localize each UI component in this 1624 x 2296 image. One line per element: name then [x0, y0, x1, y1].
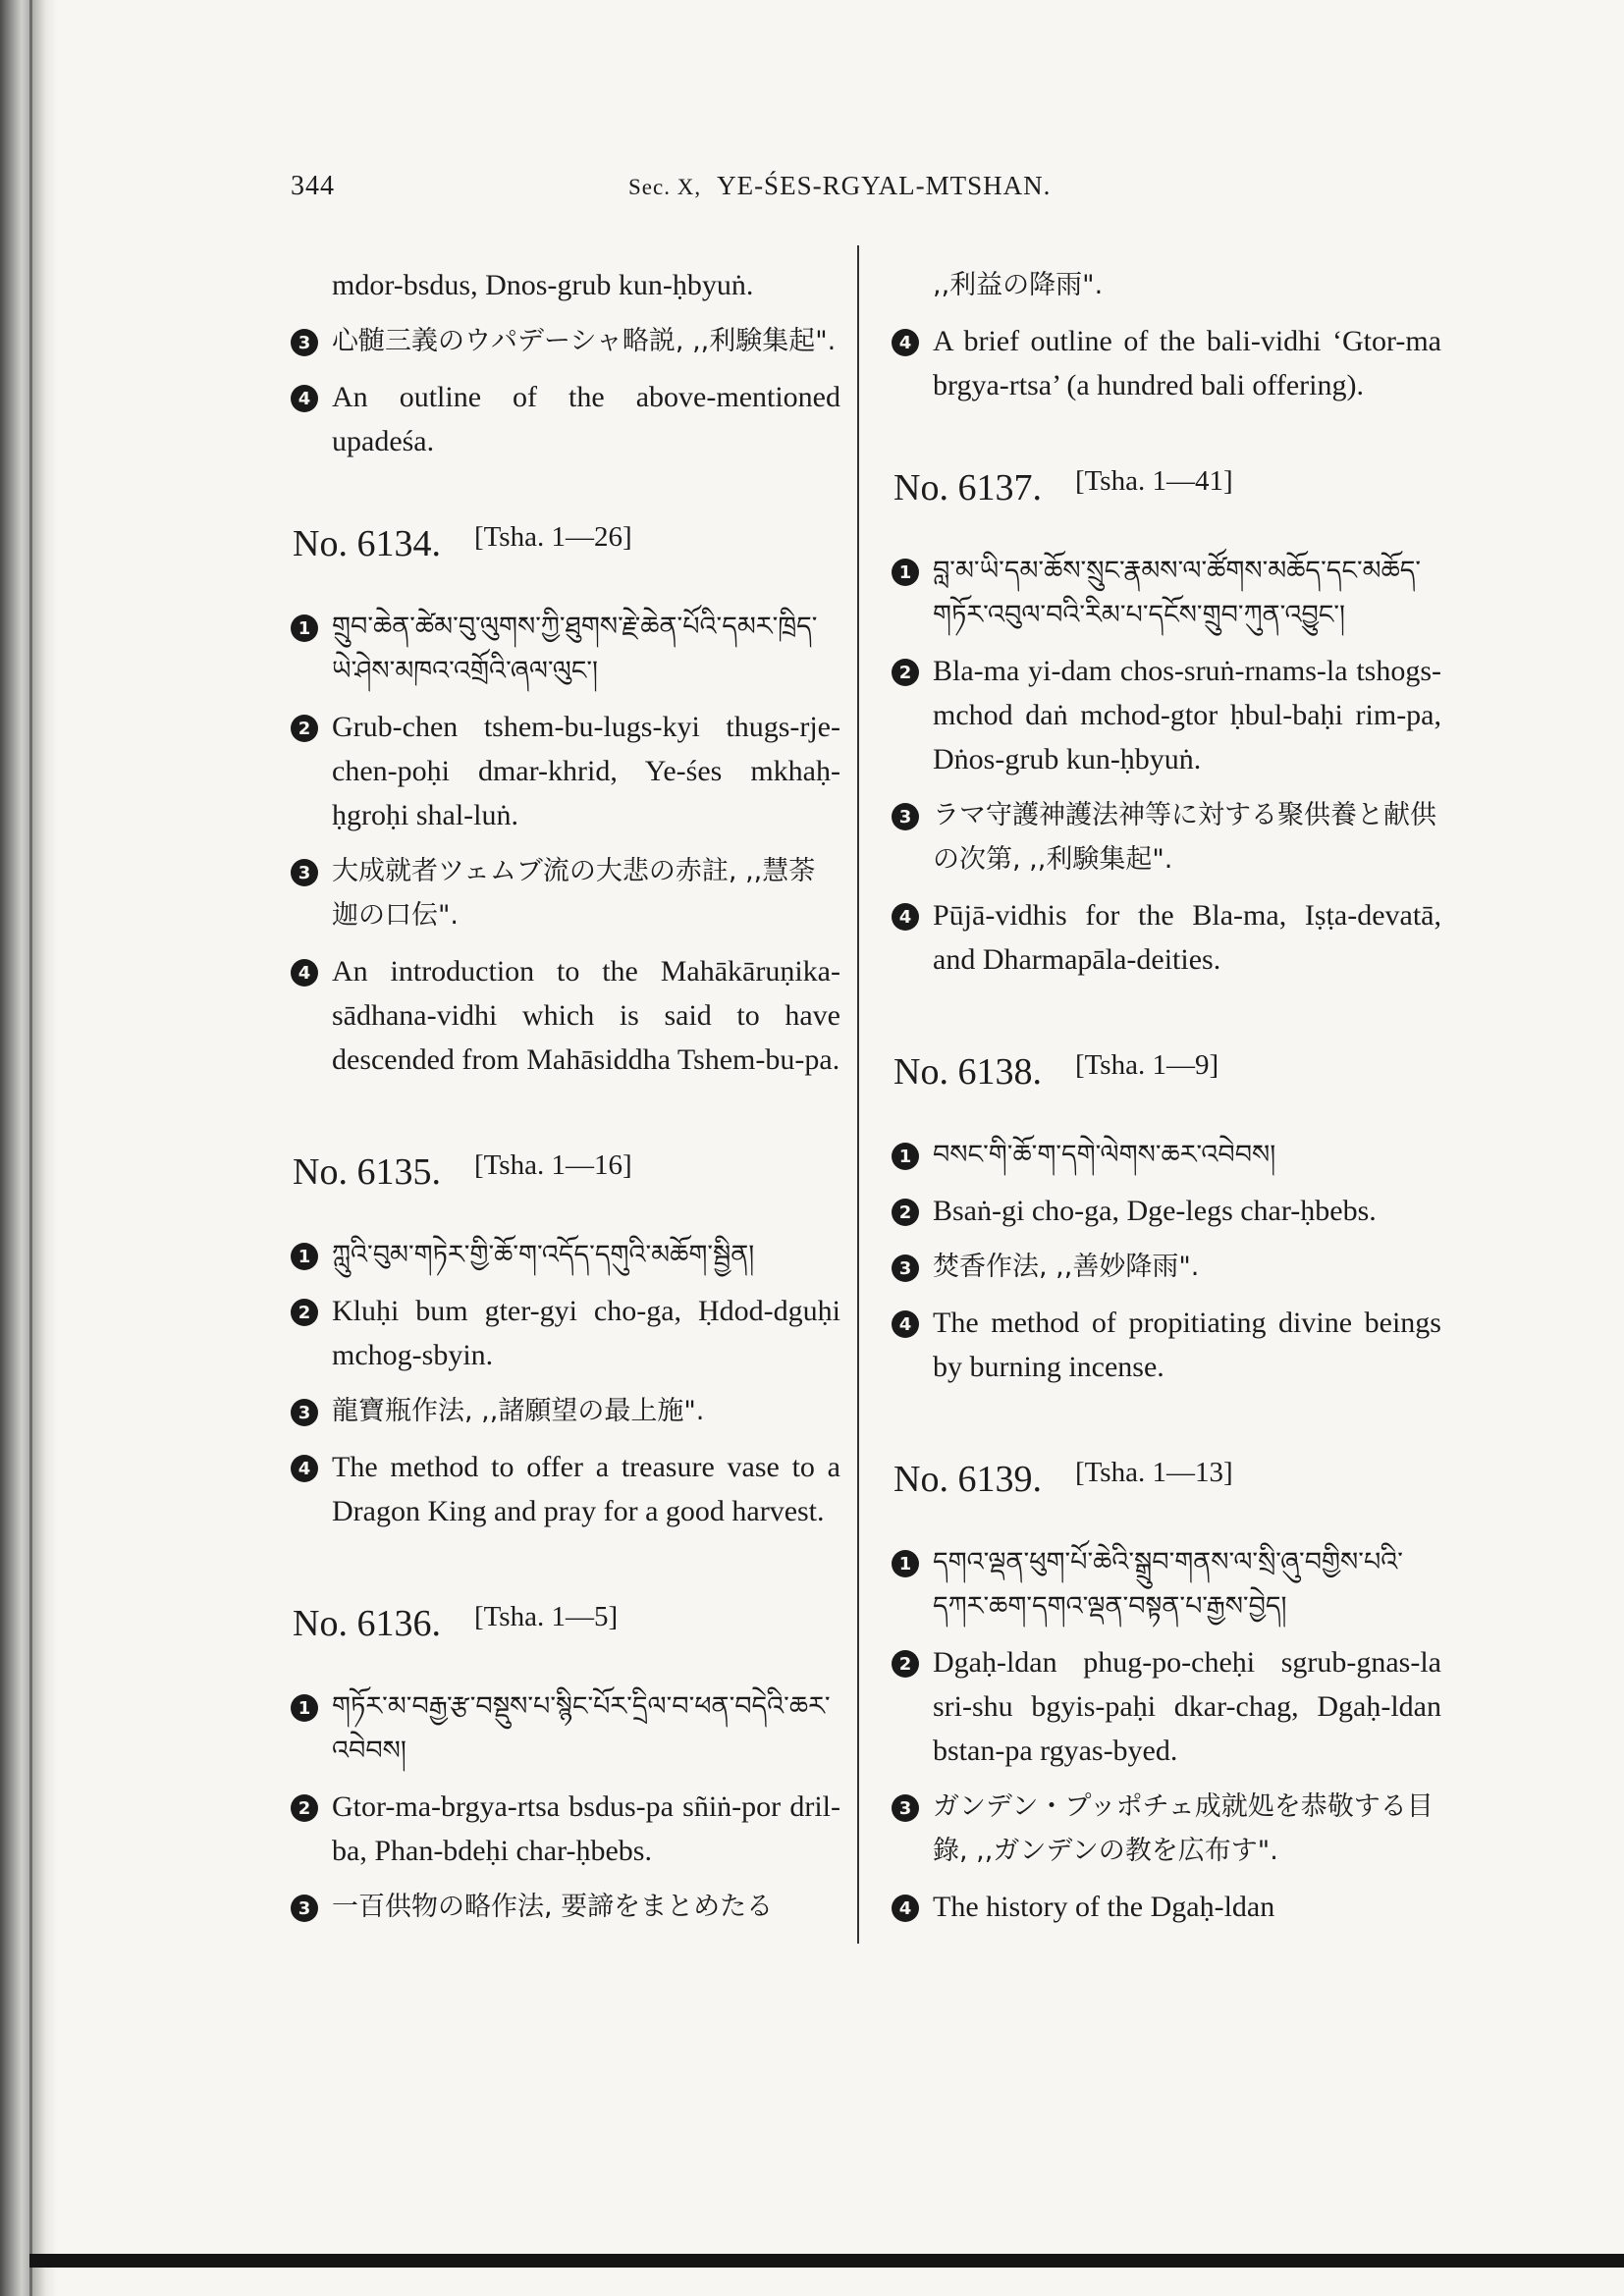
entry-reference: [Tsha. 1—9]: [1074, 1049, 1219, 1081]
marker-1: 1: [892, 1143, 919, 1170]
entry-japanese-cont: ,,利益の降雨".: [933, 270, 1104, 300]
left-column: [291, 263, 840, 1998]
entry-japanese: 3 心髄三義のウパデーシャ略説, ,,利験集起".: [291, 319, 840, 363]
marker-3: 3: [291, 329, 318, 356]
scan-bottom-edge: [29, 2254, 1624, 2268]
marker-3: 3: [291, 859, 318, 886]
entry-english: 4 The history of the Dgaḥ-ldan: [892, 1885, 1441, 1929]
entry-romanized: 2 Grub-chen tshem-bu-lugs-kyi thugs-rje-chen-poḥi dmar-khrid, Ye-śes mkhaḥ-ḥgroḥi shal-luṅ.: [291, 705, 840, 837]
entry-english: 4 Pūjā-vidhis for the Bla-ma, Iṣṭa-devatā, and Dharmapāla-deities.: [892, 893, 1441, 982]
marker-4: 4: [291, 1455, 318, 1482]
entry-reference: [Tsha. 1—41]: [1074, 465, 1233, 497]
entry-romanized: 2 Bsaṅ-gi cho-ga, Dge-legs char-ḥbebs.: [892, 1189, 1441, 1233]
section-label: Sec. X,: [628, 175, 702, 199]
catalog-entry-6134: [291, 522, 840, 1082]
continued-entry: [291, 263, 840, 463]
entry-reference: [Tsha. 1—13]: [1074, 1457, 1233, 1488]
entry-tibetan: 1 གྲུབ་ཆེན་ཚེམ་བུ་ལུགས་ཀྱི་ཐུགས་རྗེ་ཆེན་པོའི་དམར་ཁྲིད་ཡེ་ཤེས་མཁའ་འགྲོའི་ཞལ་ལུང་།: [291, 605, 840, 693]
marker-2: 2: [892, 1199, 919, 1226]
entry-english: 4 A brief outline of the bali-vidhi ‘Gtor-ma brgya-rtsa’ (a hundred bali offering).: [892, 319, 1441, 407]
entry-japanese: 3 大成就者ツェムブ流の大悲の赤註, ,,慧荼迦の口伝".: [291, 849, 840, 937]
book-spine-shadow: [0, 0, 57, 2296]
marker-4: 4: [291, 385, 318, 412]
entry-heading: [893, 1050, 1441, 1094]
column-divider: [857, 245, 859, 1944]
entry-romanized: 2 Dgaḥ-ldan phug-po-cheḥi sgrub-gnas-la sri-shu bgyis-paḥi dkar-chag, Dgaḥ-ldan bstan-pa rgyas-byed.: [892, 1640, 1441, 1773]
running-title: [628, 171, 1051, 201]
entry-japanese: 3 ガンデン・プッポチェ成就処を恭敬する目錄, ,,ガンデンの教を広布す".: [892, 1785, 1441, 1873]
catalog-entry-6138: [892, 1050, 1441, 1389]
right-column: [892, 263, 1441, 1998]
marker-1: 1: [291, 1243, 318, 1270]
marker-4: 4: [892, 1310, 919, 1338]
page-header: [0, 165, 1624, 214]
marker-2: 2: [892, 659, 919, 686]
entry-english: 4 The method of propitiating divine beings by burning incense.: [892, 1301, 1441, 1389]
entry-tibetan: 1 བསང་གི་ཆོ་ག་དགེ་ལེགས་ཆར་འབེབས།: [892, 1133, 1441, 1177]
entry-number: No. 6134.: [293, 523, 441, 564]
entry-tibetan: 1 དགའ་ལྡན་ཕུག་པོ་ཆེའི་སྒྲུབ་གནས་ལ་སྲི་ཞུ་བགྱིས་པའི་དཀར་ཆག་དགའ་ལྡན་བསྟན་པ་རྒྱས་བྱེད།: [892, 1540, 1441, 1629]
chapter-title: YE-ŚES-RGYAL-MTSHAN.: [717, 171, 1052, 200]
entry-number: No. 6138.: [893, 1051, 1042, 1093]
marker-2: 2: [291, 1794, 318, 1822]
entry-romanized-cont: mdor-bsdus, Dnos-grub kun-ḥbyuṅ.: [332, 269, 754, 301]
entry-tibetan: 1 བླ་མ་ཡི་དམ་ཆོས་སྲུང་རྣམས་ལ་ཚོགས་མཆོད་དང་མཆོད་གཏོར་འབུལ་བའི་རིམ་པ་དངོས་གྲུབ་ཀུན་འབྱུང་།: [892, 549, 1441, 637]
marker-4: 4: [291, 959, 318, 987]
catalog-entry-6139: [892, 1458, 1441, 1929]
entry-heading: [893, 1458, 1441, 1501]
entry-heading: [293, 1150, 840, 1194]
entry-romanized: 2 Bla-ma yi-dam chos-sruṅ-rnams-la tshogs-mchod daṅ mchod-gtor ḥbul-baḥi rim-pa, Dṅos-grub kun-ḥbyuṅ.: [892, 649, 1441, 781]
entry-japanese: 3 焚香作法, ,,善妙降雨".: [892, 1245, 1441, 1289]
entry-reference: [Tsha. 1—16]: [473, 1149, 632, 1181]
marker-1: 1: [291, 1694, 318, 1722]
marker-3: 3: [892, 1794, 919, 1822]
page-number: 344: [291, 171, 335, 201]
entry-reference: [Tsha. 1—5]: [473, 1601, 619, 1632]
marker-1: 1: [892, 1550, 919, 1577]
entry-reference: [Tsha. 1—26]: [473, 521, 632, 553]
catalog-entry-6135: [291, 1150, 840, 1533]
entry-number: No. 6136.: [293, 1603, 441, 1644]
continued-entry: [892, 263, 1441, 407]
entry-heading: [293, 522, 840, 565]
marker-1: 1: [291, 614, 318, 642]
entry-number: No. 6139.: [893, 1459, 1042, 1500]
marker-2: 2: [892, 1650, 919, 1678]
marker-4: 4: [892, 1895, 919, 1922]
marker-3: 3: [291, 1895, 318, 1922]
entry-english: 4 An introduction to the Mahākāruṇika-sādhana-vidhi which is said to have descended from Mahāsiddha Tshem-bu-pa.: [291, 949, 840, 1082]
spine-line: [29, 0, 32, 2296]
entry-heading: [893, 466, 1441, 509]
entry-japanese: 3 龍寶瓶作法, ,,諸願望の最上施".: [291, 1389, 840, 1433]
marker-2: 2: [291, 1299, 318, 1326]
entry-number: No. 6135.: [293, 1151, 441, 1193]
entry-number: No. 6137.: [893, 467, 1042, 508]
entry-romanized: 2 Kluḥi bum gter-gyi cho-ga, Ḥdod-dguḥi mchog-sbyin.: [291, 1289, 840, 1377]
marker-3: 3: [892, 1255, 919, 1282]
entry-english: 4 An outline of the above-mentioned upadeśa.: [291, 375, 840, 463]
entry-japanese: 3 一百供物の略作法, 要諦をまとめたる: [291, 1885, 840, 1929]
marker-3: 3: [291, 1399, 318, 1426]
marker-3: 3: [892, 803, 919, 830]
entry-tibetan: 1 ཀླུའི་བུམ་གཏེར་གྱི་ཆོ་ག་འདོད་དགུའི་མཆོག་སྦྱིན།: [291, 1233, 840, 1277]
catalog-entry-6136: [291, 1602, 840, 1929]
marker-4: 4: [892, 329, 919, 356]
entry-romanized: 2 Gtor-ma-brgya-rtsa bsdus-pa sñiṅ-por dril-ba, Phan-bdeḥi char-ḥbebs.: [291, 1785, 840, 1873]
entry-heading: [293, 1602, 840, 1645]
marker-1: 1: [892, 559, 919, 586]
marker-4: 4: [892, 903, 919, 931]
entry-english: 4 The method to offer a treasure vase to a Dragon King and pray for a good harvest.: [291, 1445, 840, 1533]
catalog-entry-6137: [892, 466, 1441, 982]
marker-2: 2: [291, 715, 318, 742]
entry-japanese: 3 ラマ守護神護法神等に対する聚供養と献供の次第, ,,利験集起".: [892, 793, 1441, 881]
entry-tibetan: 1 གཏོར་མ་བརྒྱ་རྩ་བསྡུས་པ་སྙིང་པོར་དྲིལ་བ་ཕན་བདེའི་ཆར་འབེབས།: [291, 1684, 840, 1773]
